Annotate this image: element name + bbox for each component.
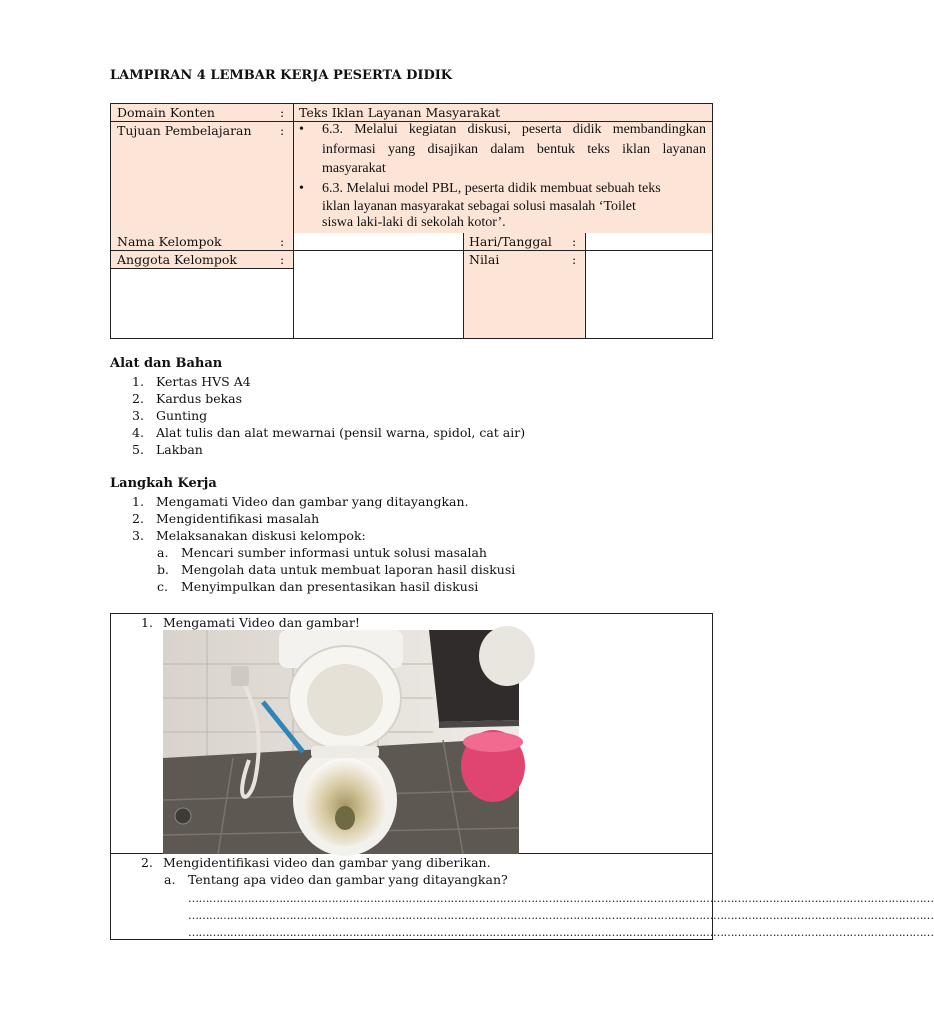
langkah-num-1: 1. xyxy=(132,494,144,509)
nama-input-cell[interactable] xyxy=(294,233,463,250)
domain-label: Domain Konten xyxy=(117,105,215,120)
langkah-sub-c: Menyimpulkan dan presentasikan hasil diskusi xyxy=(181,579,479,594)
alat-heading: Alat dan Bahan xyxy=(110,356,223,371)
alat-item-1: Kertas HVS A4 xyxy=(156,374,251,389)
alat-item-3: Gunting xyxy=(156,408,208,423)
hari-input-cell[interactable] xyxy=(586,233,712,250)
alat-num-3: 3. xyxy=(132,408,144,423)
langkah-num-2: 2. xyxy=(132,511,144,526)
tujuan-2-line1: 6.3. Melalui model PBL, peserta didik membuat sebuah teks xyxy=(322,181,661,196)
q2-text: Mengidentifikasi video dan gambar yang diberikan. xyxy=(163,855,491,870)
tujuan-2-line2: iklan layanan masyarakat sebagai solusi masalah ‘Toilet xyxy=(322,199,636,214)
alat-item-4: Alat tulis dan alat mewarnai (pensil warna, spidol, cat air) xyxy=(156,425,526,440)
nilai-colon: : xyxy=(572,252,577,267)
domain-colon: : xyxy=(280,105,285,120)
tujuan-1-line2: informasi yang disajikan dalam bentuk teks iklan layanan xyxy=(322,142,706,157)
langkah-sub-b: Mengolah data untuk membuat laporan hasil diskusi xyxy=(181,562,516,577)
q1-number: 1. xyxy=(141,615,153,630)
worksheet-box xyxy=(110,613,934,940)
domain-value: Teks Iklan Layanan Masyarakat xyxy=(299,105,501,120)
bullet-2: • xyxy=(299,181,304,196)
tujuan-colon: : xyxy=(280,123,285,138)
langkah-heading: Langkah Kerja xyxy=(110,476,217,491)
langkah-item-3: Melaksanakan diskusi kelompok: xyxy=(156,528,366,543)
alat-num-1: 1. xyxy=(132,374,144,389)
alat-num-5: 5. xyxy=(132,442,144,457)
langkah-item-1: Mengamati Video dan gambar yang ditayangkan. xyxy=(156,494,469,509)
anggota-extra-cell xyxy=(111,268,293,338)
nama-colon: : xyxy=(280,234,285,249)
tujuan-1-line3: masyarakat xyxy=(322,161,386,176)
q1-text: Mengamati Video dan gambar! xyxy=(163,615,360,630)
bullet-1: • xyxy=(299,122,304,137)
hari-label: Hari/Tanggal xyxy=(469,234,552,249)
langkah-sub-a-marker: a. xyxy=(157,545,169,560)
hari-colon: : xyxy=(572,234,577,249)
alat-num-2: 2. xyxy=(132,391,144,406)
langkah-item-2: Mengidentifikasi masalah xyxy=(156,511,320,526)
q2a-marker: a. xyxy=(164,872,176,887)
q2a-text: Tentang apa video dan gambar yang ditayangkan? xyxy=(188,872,508,887)
alat-num-4: 4. xyxy=(132,425,144,440)
nilai-input-cell[interactable] xyxy=(586,251,712,338)
tujuan-1-line1: 6.3. Melalui kegiatan diskusi, peserta didik membandingkan xyxy=(322,122,706,137)
q2-number: 2. xyxy=(141,855,153,870)
alat-item-2: Kardus bekas xyxy=(156,391,243,406)
anggota-input-cell[interactable] xyxy=(294,251,463,338)
langkah-sub-b-marker: b. xyxy=(157,562,169,577)
anggota-colon: : xyxy=(280,252,285,267)
nilai-label: Nilai xyxy=(469,252,500,267)
answer-line-2[interactable]: …………………………………………………………………………………………………………………………………………………………………………………………… xyxy=(188,909,934,922)
anggota-label: Anggota Kelompok xyxy=(117,252,237,267)
langkah-sub-c-marker: c. xyxy=(157,579,168,594)
langkah-sub-a: Mencari sumber informasi untuk solusi masalah xyxy=(181,545,487,560)
alat-item-5: Lakban xyxy=(156,442,203,457)
toilet-photo xyxy=(163,630,519,854)
answer-line-3[interactable]: …………………………………………………………………………………………………………………………………………………………………………………………… xyxy=(188,926,934,939)
langkah-num-3: 3. xyxy=(132,528,144,543)
page-title: LAMPIRAN 4 LEMBAR KERJA PESERTA DIDIK xyxy=(110,68,453,83)
tujuan-label: Tujuan Pembelajaran xyxy=(117,123,252,138)
tujuan-2-line3: siswa laki-laki di sekolah kotor’. xyxy=(322,215,506,230)
nama-label: Nama Kelompok xyxy=(117,234,222,249)
info-table xyxy=(110,103,713,339)
answer-line-1[interactable]: …………………………………………………………………………………………………………………………………………………………………………………………… xyxy=(188,892,934,905)
